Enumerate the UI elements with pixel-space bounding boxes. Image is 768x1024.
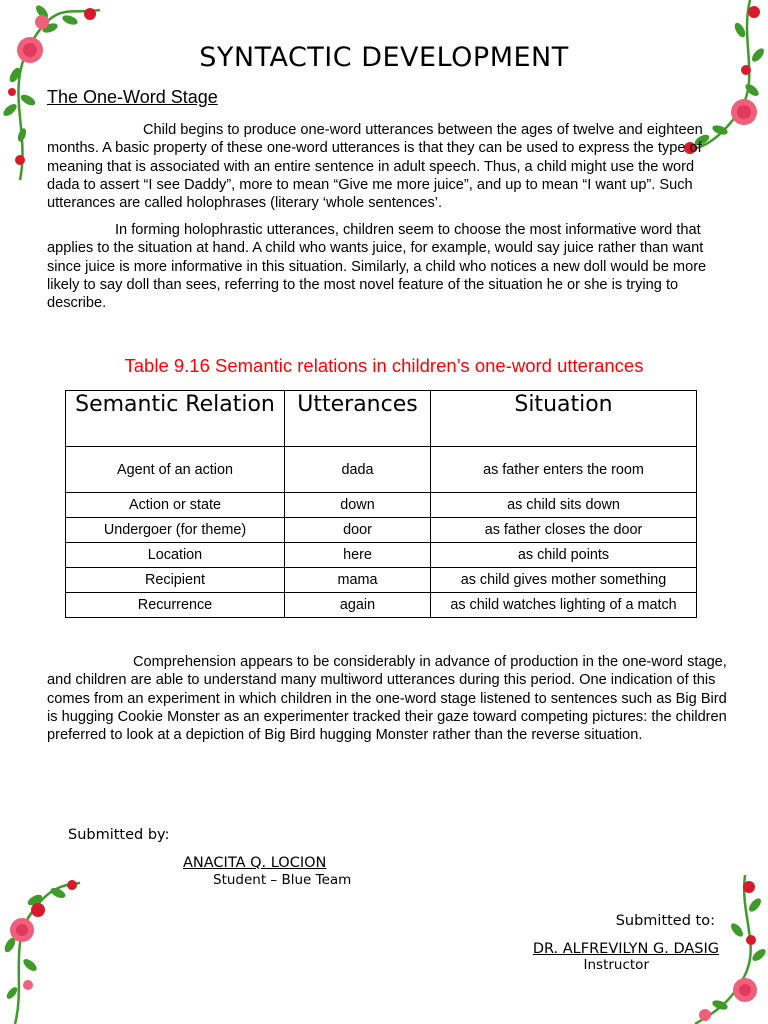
table-row — [66, 518, 697, 543]
table-row — [66, 568, 697, 593]
instructor-role: Instructor — [583, 957, 649, 973]
column-header: Utterances — [285, 391, 431, 447]
table-row — [66, 493, 697, 518]
table-cell: again — [285, 593, 431, 618]
table-cell: Agent of an action — [66, 447, 285, 493]
instructor-name: DR. ALFREVILYN G. DASIG — [532, 941, 719, 957]
table-row — [66, 447, 697, 493]
table-caption: Table 9.16 Semantic relations in children’s one-word utterances — [124, 355, 644, 376]
table-cell: down — [285, 493, 431, 518]
table-row — [66, 543, 697, 568]
table-cell: as child gives mother something — [431, 568, 697, 593]
student-name: ANACITA Q. LOCION — [183, 855, 327, 871]
page-title: SYNTACTIC DEVELOPMENT — [199, 42, 569, 73]
table-cell: Location — [66, 543, 285, 568]
table-cell: here — [285, 543, 431, 568]
table-cell: door — [285, 518, 431, 543]
column-header: Semantic Relation — [66, 391, 285, 447]
submitted-by-label: Submitted by: — [68, 827, 170, 843]
table-cell: Undergoer (for theme) — [66, 518, 285, 543]
student-role: Student – Blue Team — [213, 872, 352, 888]
table-cell: as child watches lighting of a match — [431, 593, 697, 618]
section-heading: The One-Word Stage — [47, 87, 218, 107]
table-cell: dada — [285, 447, 431, 493]
table-cell: Recipient — [66, 568, 285, 593]
semantic-relations-table — [65, 390, 697, 618]
table-cell: as father enters the room — [431, 447, 697, 493]
paragraph-2: In forming holophrastic utterances, children seem to choose the most informative word that applies to the situation at hand. A child who wants juice, for example, would say juice rather than want since juice is more informative in this situation. Similarly, a child who notices a new doll would be more likely to say doll than sees, referring to the most novel feature of the situation he or she is trying to describe. — [47, 222, 707, 312]
table-header-row — [66, 391, 697, 447]
table-cell: as father closes the door — [431, 518, 697, 543]
column-header: Situation — [431, 391, 697, 447]
table-cell: mama — [285, 568, 431, 593]
table-cell: as child sits down — [431, 493, 697, 518]
table-cell: as child points — [431, 543, 697, 568]
table-row — [66, 593, 697, 618]
table-cell: Action or state — [66, 493, 285, 518]
table-cell: Recurrence — [66, 593, 285, 618]
paragraph-1: Child begins to produce one-word utterances between the ages of twelve and eighteen months. A basic property of these one-word utterances is that they can be used to express the type of meaning that is associated with an entire sentence in adult speech. Thus, a child might use the word dada to assert “I see Daddy”, more to mean “Give me more juice”, and up to mean “I want up”. Such utterances are called holophrases (literary ‘whole sentences’. — [47, 122, 703, 212]
submitted-to-label: Submitted to: — [615, 913, 715, 929]
paragraph-3: Comprehension appears to be considerably in advance of production in the one-word stage, and children are able to understand many multiword utterances during this period. One indication of this comes from an experiment in which children in the one-word stage listened to sentences such as Big Bird is hugging Cookie Monster as an experimenter tracked their gaze toward competing pictures: the children preferred to look at a depiction of Big Bird hugging Monster rather than the reverse situation. — [47, 654, 727, 744]
rose-vine-icon — [0, 875, 95, 1024]
